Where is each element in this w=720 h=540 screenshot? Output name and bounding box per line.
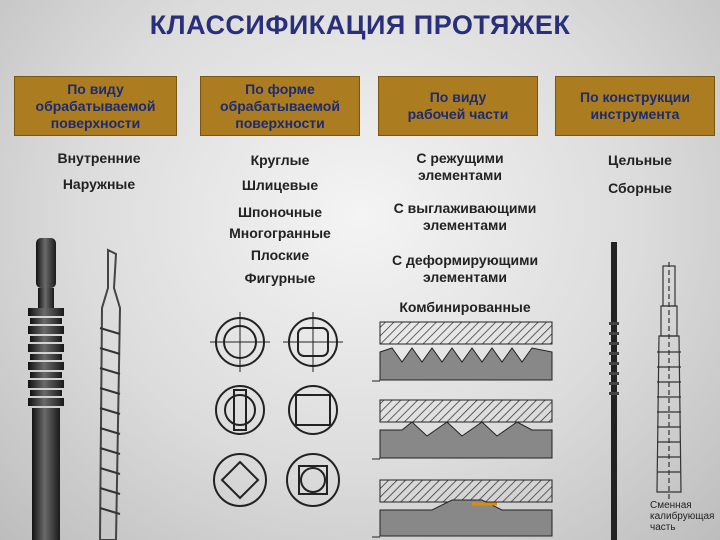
item-polygonal: Многогранные xyxy=(229,225,331,241)
external-broach-image xyxy=(86,248,136,540)
item-shaped: Фигурные xyxy=(244,270,316,286)
item-deforming: С деформирующими элементами xyxy=(391,252,539,285)
item-assembled: Сборные xyxy=(608,180,672,196)
item-round: Круглые xyxy=(250,152,310,168)
header-surface-type: По виду обрабатываемой поверхности xyxy=(14,76,177,136)
solid-broach-image xyxy=(604,242,624,540)
item-splined: Шлицевые xyxy=(241,177,319,193)
item-combined: Комбинированные xyxy=(399,299,531,315)
internal-broach-image xyxy=(14,238,74,540)
page-title: КЛАССИФИКАЦИЯ ПРОТЯЖЕК xyxy=(149,10,571,40)
cross-section-diagrams xyxy=(205,310,355,540)
header-construction: По конструкции инструмента xyxy=(555,76,715,136)
header-working-part: По виду рабочей части xyxy=(378,76,538,136)
item-cutting: С режущими элементами xyxy=(416,150,504,183)
item-solid: Цельные xyxy=(608,152,672,168)
header-surface-shape: По форме обрабатываемой поверхности xyxy=(200,76,360,136)
working-part-diagrams xyxy=(372,318,562,540)
item-flat: Плоские xyxy=(250,247,310,263)
item-burnishing: С выглаживающими элементами xyxy=(393,200,537,233)
item-external: Наружные xyxy=(62,176,136,192)
item-internal: Внутренние xyxy=(57,150,141,166)
item-keyway: Шпоночные xyxy=(237,204,323,220)
replaceable-part-caption: Сменная калибрующая часть xyxy=(650,500,715,533)
assembled-broach-drawing xyxy=(645,262,695,502)
